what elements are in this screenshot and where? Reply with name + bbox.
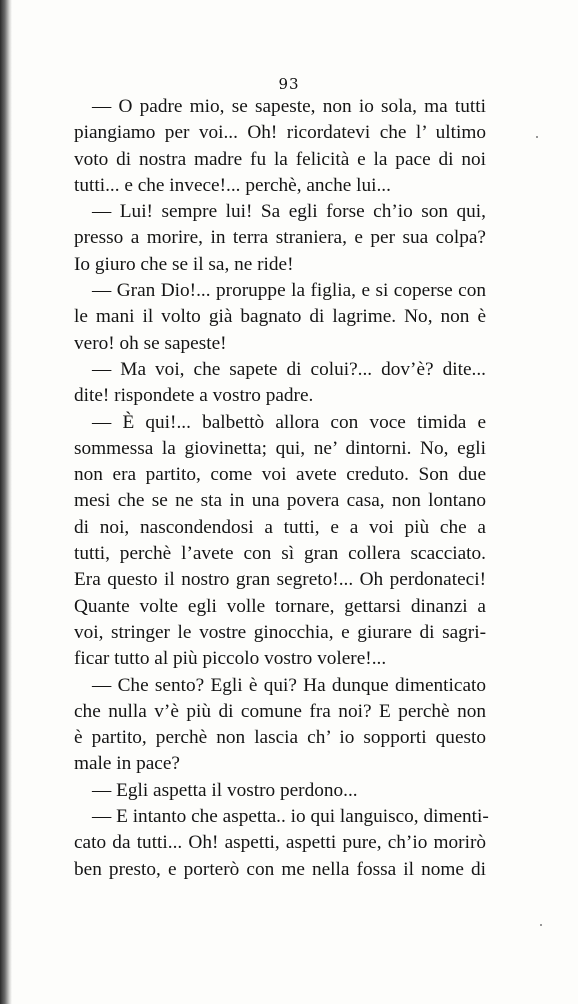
page-number: 93 — [278, 75, 300, 93]
text-line: presso a morire, in terra straniera, e per sua colpa? — [74, 227, 486, 249]
text-line: — Lui! sempre lui! Sa egli forse ch’io son qui, — [92, 201, 486, 223]
paper-speck — [536, 136, 538, 138]
text-line: mesi che se ne sta in una povera casa, non lontano — [74, 490, 486, 512]
text-line: — Gran Dio!... proruppe la figlia, e si coperse con — [92, 280, 486, 302]
text-line: sommessa la giovinetta; qui, ne’ dintorni. No, egli — [74, 437, 486, 459]
text-line: ben presto, e porterò con me nella fossa il nome di — [74, 858, 486, 880]
text-line: — E intanto che aspetta.. io qui languisco, dimenti- — [92, 806, 489, 828]
text-line: le mani il volto già bagnato di lagrime. No, non è — [74, 306, 486, 328]
text-line: Quante volte egli volle tornare, gettarsi dinanzi a — [74, 595, 486, 617]
text-line: — Ma voi, che sapete di colui?... dov’è? dite... — [92, 358, 486, 380]
text-line: voi, stringer le vostre ginocchia, e giurare di sagri- — [74, 621, 486, 643]
text-line: male in pace? — [74, 753, 180, 775]
text-line: tutti, perchè l’avete con sì gran collera scacciato. — [74, 543, 486, 565]
text-line: di noi, nascondendosi a tutti, e a voi più che a — [74, 516, 486, 538]
text-line: Era questo il nostro gran segreto!... Oh perdonateci! — [74, 569, 486, 591]
text-line: piangiamo per voi... Oh! ricordatevi che l’ ultimo — [74, 122, 486, 144]
text-line: dite! rispondete a vostro padre. — [74, 385, 314, 407]
text-line: ficar tutto al più piccolo vostro volere!... — [74, 648, 387, 670]
text-line: Io giuro che se il sa, ne ride! — [74, 253, 294, 275]
text-line: cato da tutti... Oh! aspetti, aspetti pure, ch’io morirò — [74, 832, 486, 854]
text-line: — O padre mio, se sapeste, non io sola, ma tutti — [92, 96, 486, 117]
text-line: è partito, perchè non lascia ch’ io sopporti questo — [74, 727, 486, 749]
text-line: vero! oh se sapeste! — [74, 332, 227, 354]
text-line: — È qui!... balbettò allora con voce timida e — [92, 411, 486, 433]
text-line: voto di nostra madre fu la felicità e la pace di noi — [74, 148, 486, 170]
paper-speck — [540, 924, 542, 926]
body-text — [74, 94, 489, 883]
text-line: — Che sento? Egli è qui? Ha dunque dimenticato — [92, 674, 486, 696]
text-line: non era partito, come voi avete creduto. Son due — [74, 464, 486, 486]
text-line: che nulla v’è più di comune fra noi? E perchè non — [74, 700, 486, 722]
book-spine-shadow — [0, 0, 12, 1004]
text-line: tutti... e che invece!... perchè, anche lui... — [74, 174, 391, 196]
text-line: — Egli aspetta il vostro perdono... — [92, 779, 358, 801]
